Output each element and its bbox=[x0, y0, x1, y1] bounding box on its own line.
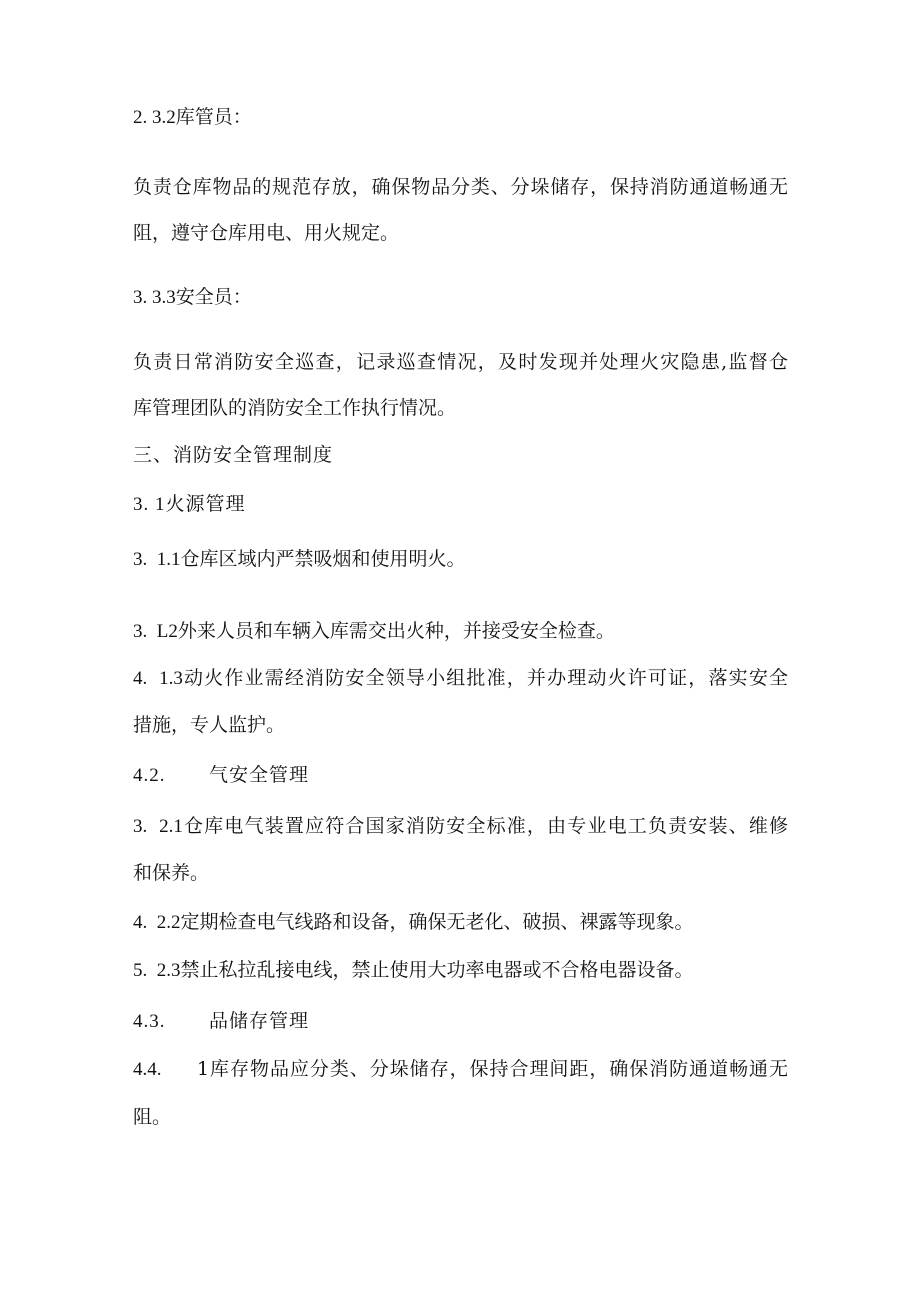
heading-number: 2. 3.2 bbox=[133, 107, 176, 128]
clause-text: 定期检查电气线路和设备，确保无老化、破损、裸露等现象。 bbox=[180, 911, 694, 933]
paragraph-line: 阻，遵守仓库用电、用火规定。 bbox=[133, 222, 400, 244]
paragraph-line: 负责日常消防安全巡查，记录巡查情况，及时发现并处理火灾隐患,监督仓 bbox=[133, 351, 788, 373]
clause-text: 仓库电气装置应符合国家消防安全标准，由专业电工负责安装、维修 bbox=[182, 815, 788, 837]
clause-line bbox=[133, 546, 466, 572]
clause-line: 和保养。 bbox=[133, 862, 210, 884]
heading-text: 火源管理 bbox=[165, 493, 246, 515]
section-title: 三、消防安全管理制度 bbox=[133, 444, 334, 466]
clause-number: 3. 2.1 bbox=[133, 816, 183, 837]
clause-number: 3. L2 bbox=[133, 621, 178, 642]
clause-text: 动火作业需经消防安全领导小组批准，并办理动火许可证，落实安全 bbox=[182, 667, 788, 689]
heading-text: 气安全管理 bbox=[209, 764, 310, 786]
subsection-electrical bbox=[133, 762, 309, 788]
heading-text: 品储存管理 bbox=[209, 1010, 310, 1032]
clause-text: 1库存物品应分类、分垛储存，保持合理间距，确保消防通道畅通无 bbox=[197, 1058, 788, 1080]
clause-line: 阻。 bbox=[133, 1106, 172, 1128]
subsection-fire-source bbox=[133, 491, 246, 517]
clause-line: 措施，专人监护。 bbox=[133, 714, 286, 736]
clause-line bbox=[133, 813, 788, 839]
paragraph-line: 负责仓库物品的规范存放，确保物品分类、分垛储存，保持消防通道畅通无 bbox=[133, 176, 788, 198]
heading-number: 3. 3.3 bbox=[133, 287, 176, 308]
clause-text: 外来人员和车辆入库需交出火种，并接受安全检查。 bbox=[177, 620, 615, 642]
heading-text: 库管员： bbox=[175, 106, 252, 128]
clause-line bbox=[133, 665, 788, 691]
heading-number: 4.3. bbox=[133, 1011, 166, 1032]
clause-line bbox=[133, 957, 694, 983]
subsection-storage bbox=[133, 1008, 309, 1034]
clause-text: 禁止私拉乱接电线，禁止使用大功率电器或不合格电器设备。 bbox=[180, 959, 694, 981]
clause-number: 5. 2.3 bbox=[133, 960, 181, 981]
clause-number: 4. 2.2 bbox=[133, 912, 181, 933]
clause-line bbox=[133, 618, 615, 644]
heading-text: 安全员： bbox=[175, 286, 252, 308]
heading-safety-officer bbox=[133, 284, 252, 310]
paragraph-line: 库管理团队的消防安全工作执行情况。 bbox=[133, 397, 457, 419]
heading-number: 3. 1 bbox=[133, 494, 166, 515]
heading-number: 4.2. bbox=[133, 765, 166, 786]
clause-number: 4.4. bbox=[133, 1059, 162, 1080]
clause-text: 仓库区域内严禁吸烟和使用明火。 bbox=[180, 548, 466, 570]
heading-storekeeper bbox=[133, 104, 252, 130]
clause-number: 3. 1.1 bbox=[133, 549, 181, 570]
clause-line bbox=[133, 1056, 788, 1082]
clause-number: 4. 1.3 bbox=[133, 668, 183, 689]
clause-line bbox=[133, 909, 694, 935]
